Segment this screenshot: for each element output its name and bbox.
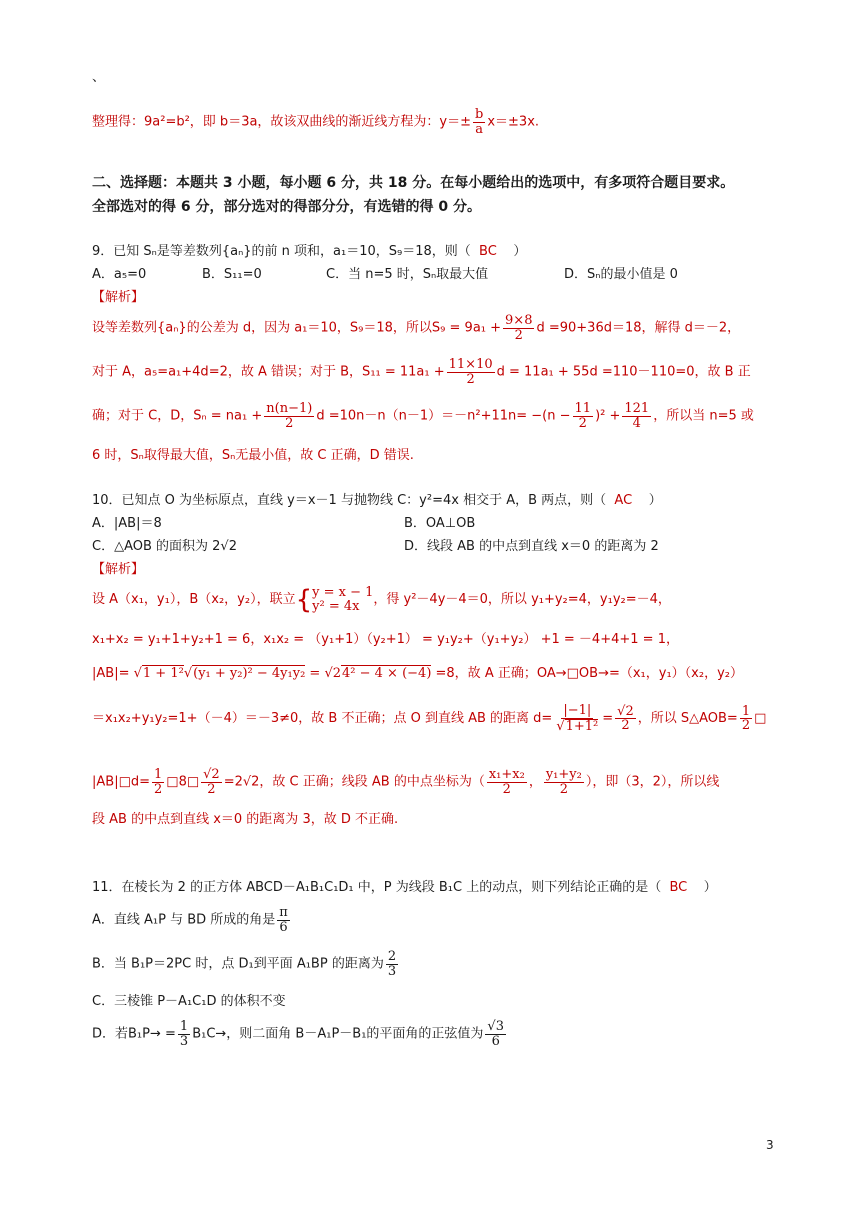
question-10-stem: 10．已知点 O 为坐标原点，直线 y＝x－1 与抛物线 C：y²=4x 相交于 A，B 两点，则（ AC ） [92, 493, 662, 508]
question-10-option-d: D．线段 AB 的中点到直线 x＝0 的距离为 2 [404, 539, 659, 554]
intro-tail: x＝±3x. [487, 114, 540, 130]
top-mark: 、 [92, 70, 106, 85]
question-10-solution-line: 设 A（x₁，y₁），B（x₂，y₂），联立 { y = x − 1 y² = 4x ，得 y²－4y－4＝0，所以 y₁+y₂=4，y₁y₂=－4， [92, 584, 671, 615]
question-10-solution-line: |AB|□d= $\frac{1}{2}$ □8□ $\frac{√2}{2}$ =2√2，故 C 正确；线段 AB 的中点坐标为（ $\frac{\text{x₁+x₂}}{2}$ ， $\frac{\text{y₁+y₂}}{2}$ ），即（3，2），所以线 [92, 767, 720, 797]
question-11-option-b: B．当 B₁P＝2PC 时，点 D₁到平面 A₁BP 的距离为 $\frac{2}{3}$ [92, 949, 397, 979]
question-11-answer: BC [669, 880, 688, 895]
question-11-stem: 11．在棱长为 2 的正方体 ABCD－A₁B₁C₁D₁ 中，P 为线段 B₁C 上的动点，则下列结论正确的是（ BC ） [92, 880, 717, 895]
question-10-solution-line: ＝x₁x₂+y₁y₂=1+（－4）＝－3≠0，故 B 不正确；点 O 到直线 AB 的距离 d= $\frac{|-1|}{\text{√1+1²}}$ = $\frac{√2}{2}$ ，所以 S△AOB= $\frac{1}{2}$ □ [92, 703, 767, 734]
question-9-solution-line: 对于 A，a₅=a₁+4d=2，故 A 错误；对于 B，S₁₁ = 11a₁ + $\frac{11\times 10}{2}$ d = 11a₁ + 55d =110－110=0，故 B 正 [92, 357, 751, 387]
question-9-stem: 9．已知 Sₙ是等差数列{aₙ}的前 n 项和，a₁＝10，S₉＝18，则（ BC ） [92, 244, 527, 259]
question-10-option-b: B．OA⊥OB [404, 516, 476, 531]
intro-conclusion [92, 108, 539, 136]
question-11-option-c: C．三棱锥 P－A₁C₁D 的体积不变 [92, 994, 286, 1009]
question-10-solution-line: 段 AB 的中点到直线 x＝0 的距离为 3，故 D 不正确. [92, 812, 399, 827]
section-header-line2: 全部选对的得 6 分，部分选对的得部分分，有选错的得 0 分。 [92, 199, 481, 215]
question-10-answer: AC [614, 493, 633, 508]
question-9-answer: BC [479, 244, 497, 259]
intro-fraction: $\frac{b}{a}$ [475, 107, 484, 137]
question-11-option-d: D．若B₁P→ = $\frac{1}{3}$ B₁C→，则二面角 B－A₁P－B₁的平面角的正弦值为 $\frac{√3}{6}$ [92, 1019, 504, 1049]
section-header-line1: 二、选择题：本题共 3 小题，每小题 6 分，共 18 分。在每小题给出的选项中，有多项符合题目要求。 [92, 175, 735, 191]
question-11-option-a: A．直线 A₁P 与 BD 所成的角是 $\frac{\pi}{6}$ [92, 905, 288, 935]
question-10-option-a: A．|AB|＝8 [92, 516, 162, 531]
intro-text: 整理得：9a²=b²，即 b＝3a，故该双曲线的渐近线方程为：y＝± [92, 114, 472, 130]
question-9-option-b: B．S₁₁=0 [202, 267, 262, 282]
question-9-solution-line: 6 时，Sₙ取得最大值，Sₙ无最小值，故 C 正确，D 错误. [92, 448, 414, 463]
question-9-solution-line: 确；对于 C，D，Sₙ = na₁ + $\frac{n(n-1)}{2}$ d =10n－n（n－1）＝－n²+11n= −(n − $\frac{11}{2}$ )² + $\frac{121}{4}$ ，所以当 n=5 或 [92, 401, 754, 431]
question-9-option-a: A．a₅=0 [92, 267, 147, 282]
question-10-solution-line: |AB|= √1 + 1²√(y₁ + y₂)² − 4y₁y₂ = √24² − 4 × (−4) =8，故 A 正确；OA→□OB→=（x₁，y₁）（x₂，y₂） [92, 666, 743, 681]
question-9-solution-line: 设等差数列{aₙ}的公差为 d，因为 a₁＝10，S₉＝18，所以S₉ = 9a₁ + $\frac{9\times 8}{2}$ d =90+36d＝18，解得 d＝－2， [92, 313, 741, 343]
question-9-analysis-label: 【解析】 [92, 290, 145, 305]
question-10-analysis-label: 【解析】 [92, 562, 145, 577]
question-10-solution-line: x₁+x₂ = y₁+1+y₂+1 = 6，x₁x₂ = （y₁+1）（y₂+1） = y₁y₂+（y₁+y₂） +1 = －4+4+1 = 1， [92, 632, 679, 647]
question-9-option-c: C．当 n=5 时，Sₙ取最大值 [326, 267, 489, 282]
question-9-option-d: D．Sₙ的最小值是 0 [564, 267, 678, 282]
page-number: 3 [766, 1138, 774, 1152]
question-10-option-c: C．△AOB 的面积为 2√2 [92, 539, 237, 554]
